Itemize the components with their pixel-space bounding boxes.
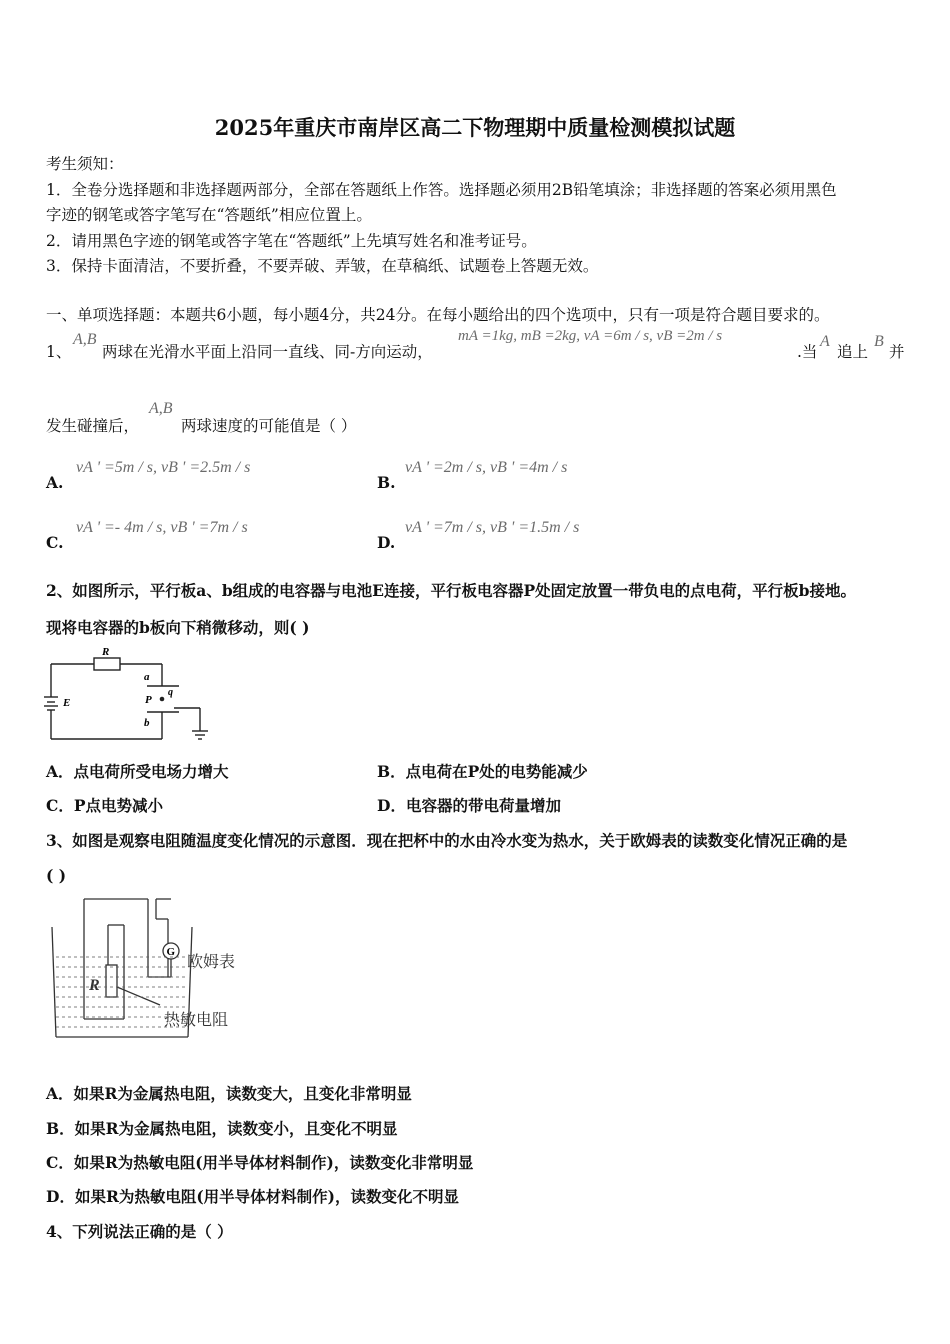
q1-given-values: mA =1kg, mB =2kg, vA =6m / s, vB =2m / s xyxy=(458,328,723,344)
q1-option-a-value: vA ' =5m / s, vB ' =2.5m / s xyxy=(76,459,251,476)
q3-line-2: ( ) xyxy=(46,866,67,885)
q1-text: 两球在光滑水平面上沿同一直线、同-方向运动， xyxy=(102,343,433,361)
q4-line-1: 4、下列说法正确的是（ ） xyxy=(46,1222,233,1241)
q1-option-b-value: vA ' =2m / s, vB ' =4m / s xyxy=(405,459,568,476)
q1-when: .当 xyxy=(797,343,818,361)
label-b: b xyxy=(144,717,150,729)
q1-ab-symbol-2: A,B xyxy=(149,400,173,417)
q1-and: 并 xyxy=(889,343,905,361)
notice-line-1a: 1．全卷分选择题和非选择题两部分，全部在答题纸上作答。选择题必须用2B铅笔填涂；非选择题的答案必须用黑色 xyxy=(46,181,837,199)
label-q: q xyxy=(168,687,173,698)
label-p: P xyxy=(145,694,152,706)
label-r: R xyxy=(102,646,110,658)
q1-number: 1、 xyxy=(46,343,72,361)
q3-option-b: B．如果R为金属热电阻，读数变小，且变化不明显 xyxy=(46,1119,398,1138)
q1-line2-a: 发生碰撞后， xyxy=(46,417,140,435)
q2-line-1: 2、如图所示，平行板a、b组成的电容器与电池E连接，平行板电容器P处固定放置一带负电的点电荷，平行板b接地。 xyxy=(46,581,856,600)
q3-line-1: 3、如图是观察电阻随温度变化情况的示意图．现在把杯中的水由冷水变为热水，关于欧姆表的读数变化情况正确的是 xyxy=(46,831,848,850)
q1-option-b-label: B. xyxy=(377,473,396,492)
notice-heading: 考生须知： xyxy=(46,155,124,173)
section-heading: 一、单项选择题：本题共6小题，每小题4分，共24分。在每小题给出的四个选项中，只有一项是符合题目要求的。 xyxy=(46,306,830,324)
q1-option-c-value: vA ' =- 4m / s, vB ' =7m / s xyxy=(76,519,248,536)
q3-option-c: C．如果R为热敏电阻(用半导体材料制作)，读数变化非常明显 xyxy=(46,1153,474,1172)
q1-option-d-label: D. xyxy=(377,533,396,552)
label-ohmmeter: 欧姆表 xyxy=(187,952,236,971)
page-title: 2025年重庆市南岸区高二下物理期中质量检测模拟试题 xyxy=(214,115,736,140)
label-e: E xyxy=(63,697,71,709)
q1-option-c-label: C. xyxy=(46,533,64,552)
q1-chase: 追上 xyxy=(837,343,869,361)
label-a: a xyxy=(144,671,150,683)
q2-option-d: D．电容器的带电荷量增加 xyxy=(377,796,561,815)
label-thermistor: 热敏电阻 xyxy=(164,1010,229,1029)
q2-option-c: C．P点电势减小 xyxy=(46,796,163,815)
label-galvanometer: G xyxy=(166,946,176,958)
q1-b-symbol: B xyxy=(874,333,884,350)
notice-line-3: 3．保持卡面清洁，不要折叠，不要弄破、弄皱，在草稿纸、试题卷上答题无效。 xyxy=(46,257,599,275)
capacitor-circuit-figure xyxy=(44,642,214,750)
q1-ab-symbol: A,B xyxy=(73,331,97,348)
notice-line-2: 2．请用黑色字迹的钢笔或答字笔在“答题纸”上先填写姓名和准考证号。 xyxy=(46,232,537,250)
q1-line2-b: 两球速度的可能值是（ ） xyxy=(181,417,357,435)
q1-option-a-label: A. xyxy=(46,473,64,492)
q2-line-2: 现将电容器的b板向下稍微移动，则( ) xyxy=(46,618,310,637)
q3-option-d: D．如果R为热敏电阻(用半导体材料制作)，读数变化不明显 xyxy=(46,1187,460,1206)
notice-line-1b: 字迹的钢笔或答字笔写在“答题纸”相应位置上。 xyxy=(46,206,372,224)
q3-option-a: A．如果R为金属热电阻，读数变大，且变化非常明显 xyxy=(46,1084,412,1103)
q2-option-b: B．点电荷在P处的电势能减少 xyxy=(377,762,588,781)
q1-option-d-value: vA ' =7m / s, vB ' =1.5m / s xyxy=(405,519,580,536)
label-resistor: R xyxy=(89,977,100,994)
q2-option-a: A．点电荷所受电场力增大 xyxy=(46,762,229,781)
q1-a-symbol: A xyxy=(820,333,830,350)
thermistor-beaker-figure xyxy=(42,895,257,1043)
